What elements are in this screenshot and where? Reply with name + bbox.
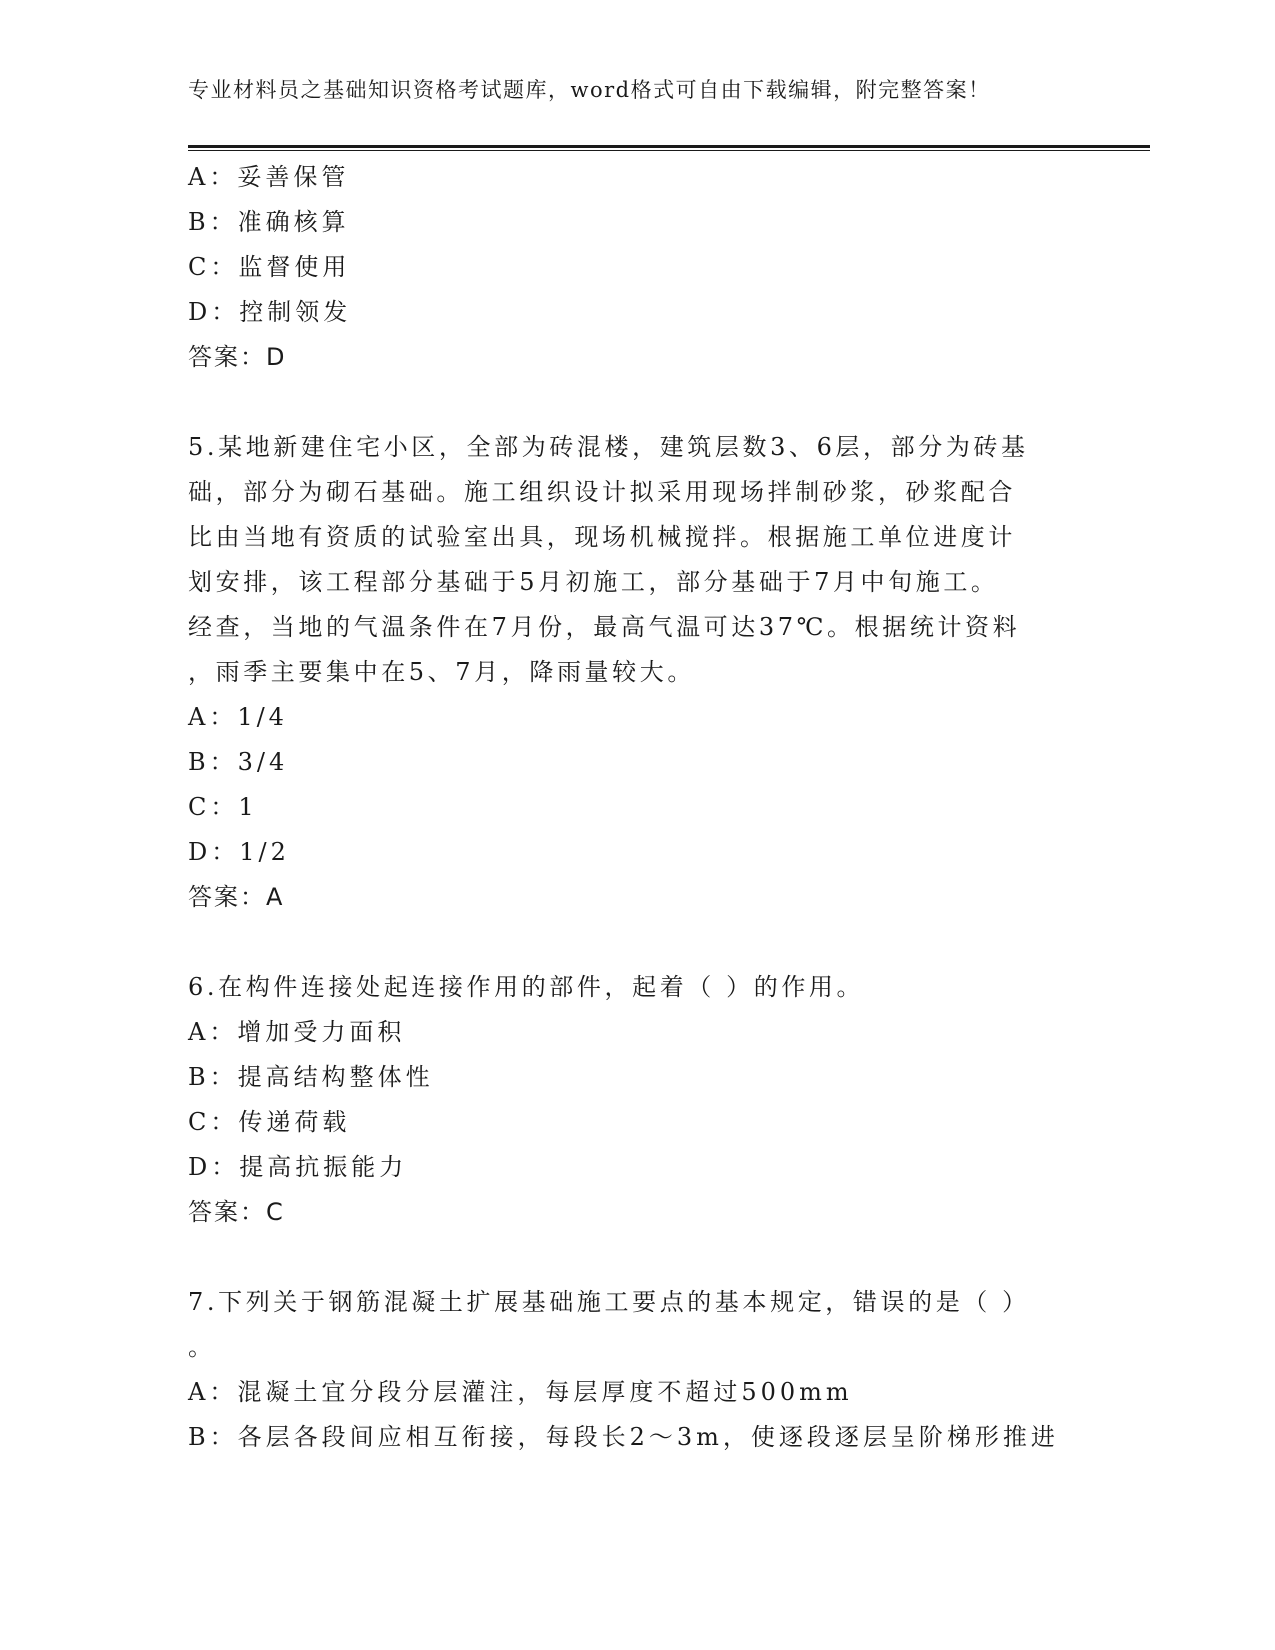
question-line: 5.某地新建住宅小区，全部为砖混楼，建筑层数3、6层，部分为砖基	[188, 433, 1029, 461]
spacer	[188, 380, 1088, 425]
option-c: C：1	[188, 793, 258, 821]
option-d: D：1/2	[188, 838, 290, 866]
question-line: 6.在构件连接处起连接作用的部件，起着（ ）的作用。	[188, 973, 865, 1001]
option-b: B：3/4	[188, 748, 289, 776]
option-a: A：妥善保管	[188, 163, 350, 191]
question-6-text	[188, 965, 1088, 1010]
question-content	[188, 155, 1088, 1460]
header-rule-thick	[188, 145, 1150, 148]
document-header: 专业材料员之基础知识资格考试题库，word格式可自由下载编辑，附完整答案！	[188, 78, 991, 102]
header-rule-thin	[188, 150, 1150, 151]
question-7-text	[188, 1280, 1088, 1370]
option-d: D：提高抗振能力	[188, 1153, 408, 1181]
option-c: C：监督使用	[188, 253, 351, 281]
option-c: C：传递荷载	[188, 1108, 351, 1136]
option-b: B：提高结构整体性	[188, 1063, 434, 1091]
option-a: A：混凝土宜分段分层灌注，每层厚度不超过500mm	[188, 1378, 853, 1406]
option-b: B：各层各段间应相互衔接，每段长2～3m，使逐段逐层呈阶梯形推进	[188, 1423, 1059, 1451]
question-5-options	[188, 695, 1088, 920]
question-line: 。	[188, 1333, 216, 1361]
option-a: A：增加受力面积	[188, 1018, 406, 1046]
question-line: 经查，当地的气温条件在7月份，最高气温可达37℃。根据统计资料	[188, 613, 1021, 641]
spacer	[188, 920, 1088, 965]
question-4-options	[188, 155, 1088, 380]
question-line: 划安排，该工程部分基础于5月初施工，部分基础于7月中旬施工。	[188, 568, 999, 596]
question-line: 7.下列关于钢筋混凝土扩展基础施工要点的基本规定，错误的是（ ）	[188, 1288, 1030, 1316]
question-7-options	[188, 1370, 1088, 1460]
option-a: A：1/4	[188, 703, 288, 731]
answer-6: 答案：C	[188, 1198, 285, 1226]
spacer	[188, 1235, 1088, 1280]
option-d: D：控制领发	[188, 298, 352, 326]
question-line: 础，部分为砌石基础。施工组织设计拟采用现场拌制砂浆，砂浆配合	[188, 478, 1016, 506]
answer-5: 答案：A	[188, 883, 285, 911]
question-line: 比由当地有资质的试验室出具，现场机械搅拌。根据施工单位进度计	[188, 523, 1016, 551]
question-6-options	[188, 1010, 1088, 1235]
option-b: B：准确核算	[188, 208, 350, 236]
answer-4: 答案：D	[188, 343, 287, 371]
question-line: ，雨季主要集中在5、7月，降雨量较大。	[188, 658, 695, 686]
question-5-text	[188, 425, 1088, 695]
